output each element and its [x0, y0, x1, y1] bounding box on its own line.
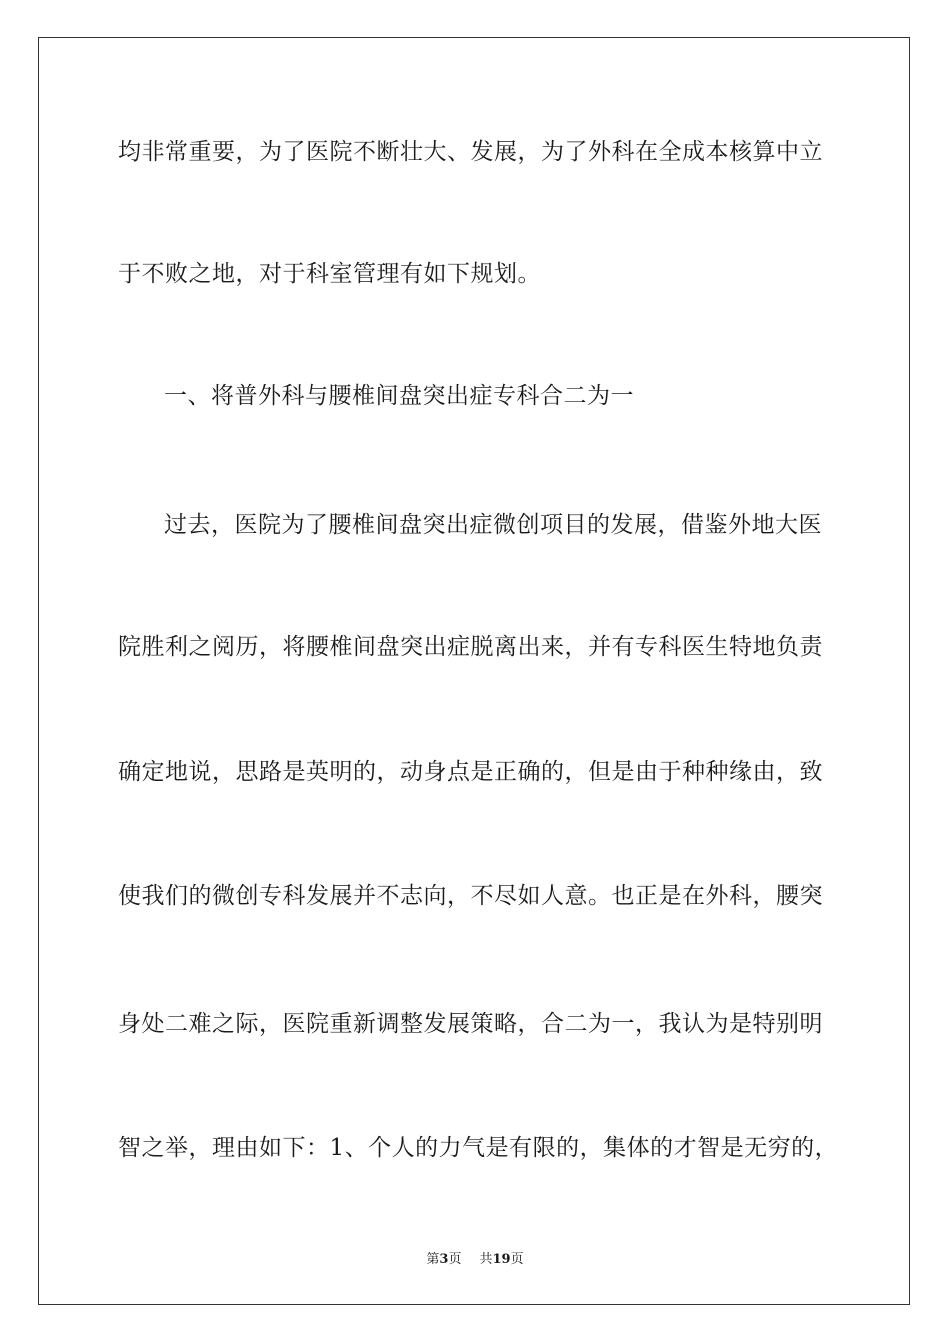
total-suffix: 页 [510, 1252, 524, 1267]
page-prefix: 第 [426, 1252, 440, 1267]
total-pages: 19 [492, 1252, 511, 1267]
page-number: 3 [439, 1252, 449, 1267]
body-text-line: 院胜利之阅历，将腰椎间盘突出症脱离出来，并有专科医生特地负责 [118, 634, 823, 660]
page-border [38, 37, 910, 1305]
page-suffix: 页 [448, 1252, 462, 1267]
total-prefix: 共 [479, 1252, 493, 1267]
page-footer [0, 1248, 950, 1267]
body-text-line: 使我们的微创专科发展并不志向，不尽如人意。也正是在外科，腰突 [118, 883, 823, 909]
body-text-line: 身处二难之际，医院重新调整发展策略，合二为一，我认为是特别明 [118, 1011, 823, 1037]
body-text-line: 确定地说，思路是英明的，动身点是正确的，但是由于种种缘由，致 [118, 759, 823, 785]
body-text-line: 于不败之地，对于科室管理有如下规划。 [118, 261, 541, 287]
body-text-line: 智之举，理由如下：1、个人的力气是有限的，集体的才智是无穷的， [118, 1135, 839, 1161]
body-text-line: 均非常重要，为了医院不断壮大、发展，为了外科在全成本核算中立 [118, 139, 823, 165]
body-text-line: 过去，医院为了腰椎间盘突出症微创项目的发展，借鉴外地大医 [164, 512, 822, 538]
section-heading: 一、将普外科与腰椎间盘突出症专科合二为一 [164, 383, 634, 409]
